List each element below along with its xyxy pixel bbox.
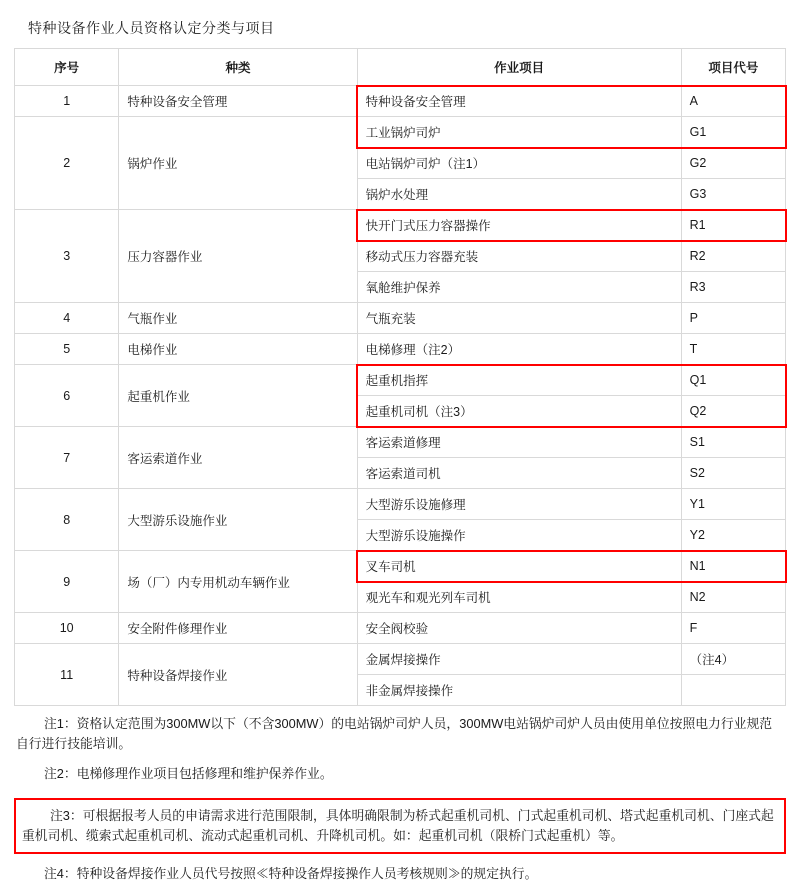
cell-item: 电梯修理（注2） (357, 334, 681, 365)
table-row (15, 551, 786, 582)
cell-no: 7 (15, 427, 119, 489)
cell-item: 大型游乐设施修理 (357, 489, 681, 520)
cell-code: Q2 (681, 396, 785, 427)
table-row (15, 210, 786, 241)
cell-item: 氧舱维护保养 (357, 272, 681, 303)
cell-code: G2 (681, 148, 785, 179)
cell-no: 5 (15, 334, 119, 365)
cell-item: 锅炉水处理 (357, 179, 681, 210)
cell-no: 9 (15, 551, 119, 613)
cell-code: Q1 (681, 365, 785, 396)
cell-code (681, 675, 785, 706)
cell-code: T (681, 334, 785, 365)
cell-code: R1 (681, 210, 785, 241)
cell-code: N2 (681, 582, 785, 613)
cell-item: 客运索道司机 (357, 458, 681, 489)
cell-item: 移动式压力容器充装 (357, 241, 681, 272)
cell-category: 大型游乐设施作业 (119, 489, 357, 551)
table-body (15, 86, 786, 706)
cell-code: （注4） (681, 644, 785, 675)
cell-code: A (681, 86, 785, 117)
cell-category: 压力容器作业 (119, 210, 357, 303)
cell-code: P (681, 303, 785, 334)
cell-item: 起重机司机（注3） (357, 396, 681, 427)
table-row (15, 86, 786, 117)
cell-code: R3 (681, 272, 785, 303)
table-row (15, 303, 786, 334)
cell-category: 锅炉作业 (119, 117, 357, 210)
table-row (15, 334, 786, 365)
cell-code: G3 (681, 179, 785, 210)
cell-no: 8 (15, 489, 119, 551)
cell-item: 起重机指挥 (357, 365, 681, 396)
cell-item: 客运索道修理 (357, 427, 681, 458)
cell-item: 气瓶充装 (357, 303, 681, 334)
cell-no: 1 (15, 86, 119, 117)
note-4: 注4：特种设备焊接作业人员代号按照≪特种设备焊接操作人员考核规则≫的规定执行。 (44, 866, 538, 881)
cell-code: F (681, 613, 785, 644)
cell-item: 工业锅炉司炉 (357, 117, 681, 148)
column-header-item: 作业项目 (357, 49, 681, 86)
note-2: 注2：电梯修理作业项目包括修理和维护保养作业。 (44, 766, 333, 781)
cell-category: 特种设备焊接作业 (119, 644, 357, 706)
table-row (15, 117, 786, 148)
cell-code: S1 (681, 427, 785, 458)
cell-code: N1 (681, 551, 785, 582)
cell-category: 场（厂）内专用机动车辆作业 (119, 551, 357, 613)
cell-category: 特种设备安全管理 (119, 86, 357, 117)
cell-no: 11 (15, 644, 119, 706)
page-title: 特种设备作业人员资格认定分类与项目 (28, 20, 275, 36)
cell-no: 10 (15, 613, 119, 644)
table-header (15, 49, 786, 86)
cell-no: 4 (15, 303, 119, 334)
cell-code: Y1 (681, 489, 785, 520)
cell-no: 6 (15, 365, 119, 427)
cell-code: Y2 (681, 520, 785, 551)
column-header-code: 项目代号 (681, 49, 785, 86)
cell-category: 客运索道作业 (119, 427, 357, 489)
cell-item: 观光车和观光列车司机 (357, 582, 681, 613)
table-header-row (15, 49, 786, 86)
cell-code: G1 (681, 117, 785, 148)
table-row (15, 427, 786, 458)
cell-item: 电站锅炉司炉（注1） (357, 148, 681, 179)
cell-item: 金属焊接操作 (357, 644, 681, 675)
cell-no: 3 (15, 210, 119, 303)
cell-category: 气瓶作业 (119, 303, 357, 334)
cell-item: 快开门式压力容器操作 (357, 210, 681, 241)
cell-item: 安全阀校验 (357, 613, 681, 644)
cell-category: 安全附件修理作业 (119, 613, 357, 644)
column-header-category: 种类 (119, 49, 357, 86)
table-row (15, 613, 786, 644)
note-1: 注1：资格认定范围为300MW以下（不含300MW）的电站锅炉司炉人员，300MW电站锅炉司炉人员由使用单位按照电力行业规范自行进行技能培训。 (16, 716, 773, 751)
note-3: 注3：可根据报考人员的申请需求进行范围限制，具体明确限制为桥式起重机司机、门式起重机司机、塔式起重机司机、门座式起重机司机、缆索式起重机司机、流动式起重机司机、升降机司机。如：起重机司机（限桥门式起重机）等。 (14, 798, 786, 854)
cell-item: 叉车司机 (357, 551, 681, 582)
cell-item: 特种设备安全管理 (357, 86, 681, 117)
column-header-no: 序号 (15, 49, 119, 86)
cell-item: 大型游乐设施操作 (357, 520, 681, 551)
table-row (15, 644, 786, 675)
table-row (15, 489, 786, 520)
notes-section (14, 714, 786, 884)
cell-code: R2 (681, 241, 785, 272)
cell-no: 2 (15, 117, 119, 210)
cell-item: 非金属焊接操作 (357, 675, 681, 706)
cell-code: S2 (681, 458, 785, 489)
table-row (15, 365, 786, 396)
cell-category: 电梯作业 (119, 334, 357, 365)
cell-category: 起重机作业 (119, 365, 357, 427)
qualification-table (14, 48, 786, 706)
